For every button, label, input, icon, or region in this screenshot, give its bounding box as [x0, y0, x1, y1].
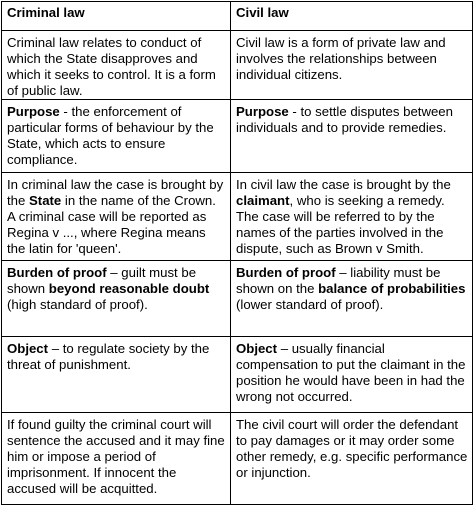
criminal-object-text: – to regulate society by the threat of punishment. — [7, 341, 210, 372]
civil-burden-standard: balance of probabilities — [318, 281, 466, 296]
criminal-definition-cell — [2, 31, 231, 100]
criminal-outcome-cell — [2, 413, 231, 505]
criminal-definition-text: Criminal law relates to conduct of which the State disapproves and which it seeks to control. It is a form of public law. — [7, 35, 216, 98]
table-row — [2, 31, 473, 100]
criminal-parties-state: State — [29, 193, 62, 208]
criminal-burden-label: Burden of proof — [7, 265, 107, 280]
civil-burden-label: Burden of proof — [236, 265, 336, 280]
criminal-object-label: Object — [7, 341, 49, 356]
criminal-burden-standard: beyond reasonable doubt — [48, 281, 210, 296]
criminal-parties-text-b: in the name of the Crown. A criminal case will be reported as Regina v ..., where Regina means the latin for 'queen'. — [7, 193, 216, 256]
criminal-burden-text-a: – guilt must be shown — [7, 265, 197, 296]
civil-parties-text-b: , who is seeking a remedy. The case will be referred to by the names of the parties involved in the dispute, such as Brown v Smith. — [236, 193, 445, 256]
criminal-burden-cell — [2, 261, 231, 337]
table-row — [2, 413, 473, 505]
table-row — [2, 100, 473, 173]
comparison-table — [1, 1, 473, 505]
civil-object-label: Object — [236, 341, 278, 356]
criminal-outcome-text: If found guilty the criminal court will sentence the accused and it may fine him or impose a period of imprisonment. If innocent the accused will be acquitted. — [7, 417, 225, 496]
criminal-purpose-cell — [2, 100, 231, 173]
criminal-object-cell — [2, 337, 231, 413]
civil-purpose-label: Purpose — [236, 104, 289, 119]
civil-object-text: – usually financial compensation to put the claimant in the position he would have been in had the wrong not occurred. — [236, 341, 466, 404]
civil-outcome-text: The civil court will order the defendant to pay damages or it may order some other remedy, e.g. specific performance or injunction. — [236, 417, 468, 480]
criminal-purpose-label: Purpose — [7, 104, 60, 119]
table-row — [2, 173, 473, 261]
civil-purpose-text: - to settle disputes between individuals and to provide remedies. — [236, 104, 453, 135]
table-row — [2, 337, 473, 413]
civil-burden-text-a: – liability must be shown on the — [236, 265, 441, 296]
criminal-parties-text-a: In criminal law the case is brought by the — [7, 177, 224, 208]
table-row — [2, 261, 473, 337]
civil-purpose-cell — [231, 100, 473, 173]
criminal-parties-cell — [2, 173, 231, 261]
civil-outcome-cell — [231, 413, 473, 505]
header-criminal-law: Criminal law — [2, 2, 231, 31]
header-civil-law: Civil law — [231, 2, 473, 31]
criminal-burden-text-b: (high standard of proof). — [7, 297, 148, 312]
civil-object-cell — [231, 337, 473, 413]
civil-definition-text: Civil law is a form of private law and involves the relationships between individual citizens. — [236, 35, 446, 82]
civil-burden-text-b: (lower standard of proof). — [236, 297, 384, 312]
table-header-row — [2, 2, 473, 31]
civil-definition-cell — [231, 31, 473, 100]
criminal-purpose-text: - the enforcement of particular forms of behaviour by the State, which acts to ensure compliance. — [7, 104, 214, 167]
civil-parties-text-a: In civil law the case is brought by the — [236, 177, 451, 192]
civil-burden-cell — [231, 261, 473, 337]
civil-parties-claimant: claimant — [236, 193, 290, 208]
civil-parties-cell — [231, 173, 473, 261]
